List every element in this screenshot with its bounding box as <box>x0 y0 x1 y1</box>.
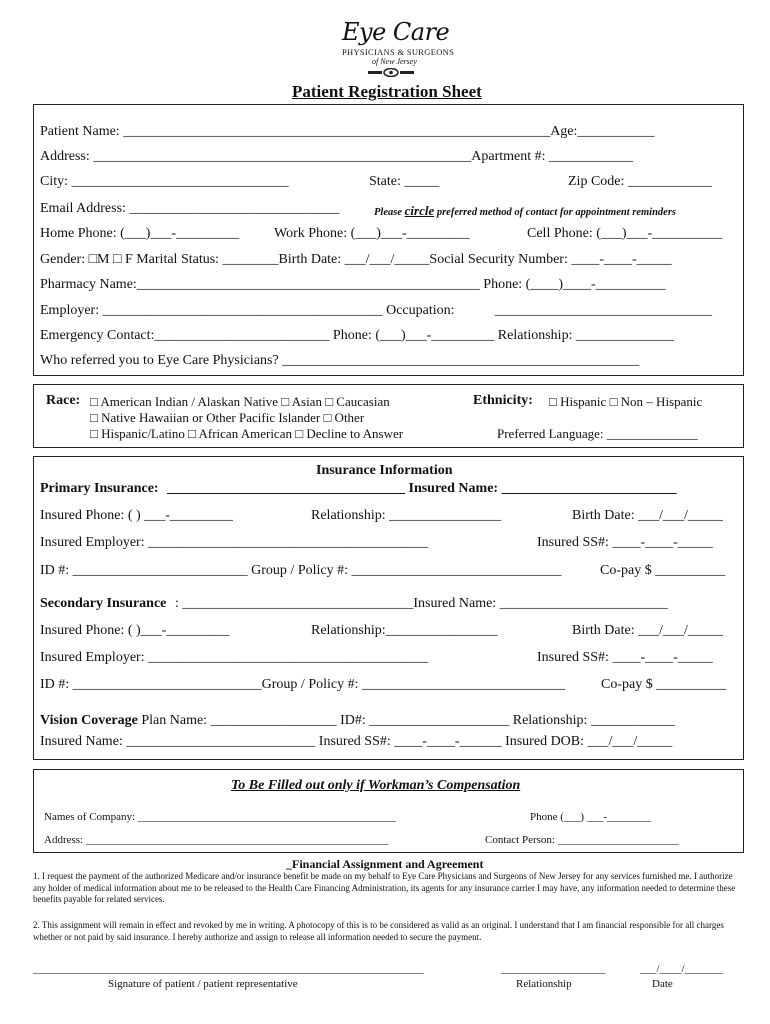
secondary-birth-date[interactable]: Birth Date: ___/___/_____ <box>572 623 723 638</box>
workman-comp-section <box>33 769 744 853</box>
contact-preference-note <box>374 203 676 219</box>
primary-copay[interactable]: Co-pay $ __________ <box>600 563 726 578</box>
financial-title: _Financial Assignment and Agreement <box>286 857 484 871</box>
race-options-row-1[interactable]: □ American Indian / Alaskan Native □ Asian □ Caucasian <box>90 394 390 409</box>
secondary-insurance-line[interactable]: : _________________________________Insured Name: ________________________ <box>175 596 668 611</box>
patient-section <box>33 104 744 376</box>
ethnicity-options[interactable]: □ Hispanic □ Non – Hispanic <box>549 394 703 409</box>
preferred-language-field[interactable]: Preferred Language: ______________ <box>497 426 698 441</box>
financial-paragraph-2: 2. This assignment will remain in effect and revoked by me in writing. A photocopy of this is to be considered as valid as an original. I understand that I am financial responsible for all charges whether or not paid by said insurance. I hereby authorize and assign to release all information needed to secure the payment. <box>33 920 724 942</box>
logo-location: of New Jersey <box>372 57 417 66</box>
vision-coverage-label: Vision Coverage <box>40 713 138 728</box>
company-address-field[interactable]: Address: _______________________________________________________ <box>44 834 389 846</box>
secondary-copay[interactable]: Co-pay $ __________ <box>601 677 727 692</box>
vision-insured-row[interactable]: Insured Name: ___________________________ Insured SS#: ____-____-______ Insured DOB: ___/___/_____ <box>40 734 673 749</box>
signature-line[interactable]: _______________________________________________________________________ <box>33 963 424 975</box>
ethnicity-label: Ethnicity: <box>473 393 533 408</box>
note-suffix: preferred method of contact for appointment reminders <box>434 207 677 218</box>
logo-ornament-icon <box>368 68 414 77</box>
insurance-section <box>33 456 744 760</box>
race-ethnicity-section <box>33 384 744 448</box>
state-field[interactable]: State: _____ <box>369 174 440 189</box>
city-field[interactable]: City: _______________________________ <box>40 174 289 189</box>
race-label: Race: <box>46 393 81 408</box>
company-phone-field[interactable]: Phone (___) ___-________ <box>530 811 651 823</box>
address-field[interactable]: Address: ______________________________________________________Apartment #: ____________ <box>40 149 634 164</box>
primary-insured-ssn[interactable]: Insured SS#: ____-____-_____ <box>537 535 713 550</box>
vision-coverage-row <box>40 713 675 729</box>
secondary-insured-phone[interactable]: Insured Phone: ( )___-_________ <box>40 623 230 638</box>
vision-plan-line[interactable]: Plan Name: __________________ ID#: ____________________ Relationship: ____________ <box>137 713 675 728</box>
gender-marital-birth-ssn-row[interactable]: Gender: □M □ F Marital Status: ________Birth Date: ___/___/_____Social Security Number: ____-____-_____ <box>40 252 672 267</box>
date-label: Date <box>652 978 673 990</box>
employer-occupation-field[interactable]: Employer: ________________________________________ Occupation: <box>40 303 455 318</box>
primary-insured-employer[interactable]: Insured Employer: ________________________________________ <box>40 535 429 550</box>
contact-person-field[interactable]: Contact Person: ______________________ <box>485 834 679 846</box>
primary-insurance-line[interactable]: __________________________________ Insured Name: _________________________ <box>167 481 677 496</box>
emergency-contact-field[interactable]: Emergency Contact:_________________________ Phone: (___)___-_________ Relationship: ______________ <box>40 328 674 343</box>
secondary-relationship[interactable]: Relationship:________________ <box>311 623 498 638</box>
primary-insured-phone[interactable]: Insured Phone: ( ) ___-_________ <box>40 508 233 523</box>
work-phone-field[interactable]: Work Phone: (___)___-_________ <box>274 226 470 241</box>
email-field[interactable]: Email Address: ______________________________ <box>40 201 340 216</box>
secondary-id-group[interactable]: ID #: ___________________________Group / Policy #: _____________________________ <box>40 677 565 692</box>
page-title: Patient Registration Sheet <box>292 82 482 101</box>
cell-phone-field[interactable]: Cell Phone: (___)___-__________ <box>527 226 723 241</box>
financial-paragraph-1: 1. I request the payment of the authorized Medicare and/or insurance benefit be made on my behalf to Eye Care Physicians and Surgeons of New Jersey for any services furnished me. I authorize any holder of medical information about me to be released to the Health Care Financing Administration, its agents for any insurance carrier I may have, any information needed to determine these benefits payable for related services. <box>33 871 736 904</box>
date-line[interactable]: ___/____/_______ <box>640 963 724 975</box>
patient-name-field[interactable]: Patient Name: _____________________________________________________________Age:___________ <box>40 124 655 139</box>
secondary-insured-employer[interactable]: Insured Employer: ________________________________________ <box>40 650 429 665</box>
pharmacy-field[interactable]: Pharmacy Name:_________________________________________________ Phone: (____)____-__________ <box>40 277 666 292</box>
insurance-title: Insurance Information <box>316 463 453 478</box>
primary-insurance-label: Primary Insurance: <box>40 481 159 496</box>
referral-field[interactable]: Who referred you to Eye Care Physicians? ___________________________________________________ <box>40 353 640 368</box>
workman-comp-title: To Be Filled out only if Workman’s Compensation <box>231 778 521 793</box>
race-options-row-3[interactable]: □ Hispanic/Latino □ African American □ Decline to Answer <box>90 426 404 441</box>
logo-subtitle: PHYSICIANS & SURGEONS <box>342 47 455 57</box>
primary-birth-date[interactable]: Birth Date: ___/___/_____ <box>572 508 723 523</box>
zip-field[interactable]: Zip Code: ____________ <box>568 174 712 189</box>
relationship-label: Relationship <box>516 978 572 990</box>
company-name-field[interactable]: Names of Company: _______________________________________________ <box>44 811 397 823</box>
signature-label: Signature of patient / patient representative <box>108 978 298 990</box>
home-phone-field[interactable]: Home Phone: (___)___-_________ <box>40 226 240 241</box>
secondary-insurance-label: Secondary Insurance <box>40 596 167 611</box>
note-prefix: Please <box>374 207 405 218</box>
note-circle-word: circle <box>404 203 435 218</box>
primary-id-group[interactable]: ID #: _________________________ Group / Policy #: ______________________________ <box>40 563 562 578</box>
primary-relationship[interactable]: Relationship: ________________ <box>311 508 502 523</box>
logo-name: Eye Care <box>342 18 450 46</box>
race-options-row-2[interactable]: □ Native Hawaiian or Other Pacific Islander □ Other <box>90 410 365 425</box>
occupation-line[interactable]: _______________________________ <box>495 303 712 318</box>
secondary-insured-ssn[interactable]: Insured SS#: ____-____-_____ <box>537 650 713 665</box>
relationship-line[interactable]: ___________________ <box>501 963 606 975</box>
